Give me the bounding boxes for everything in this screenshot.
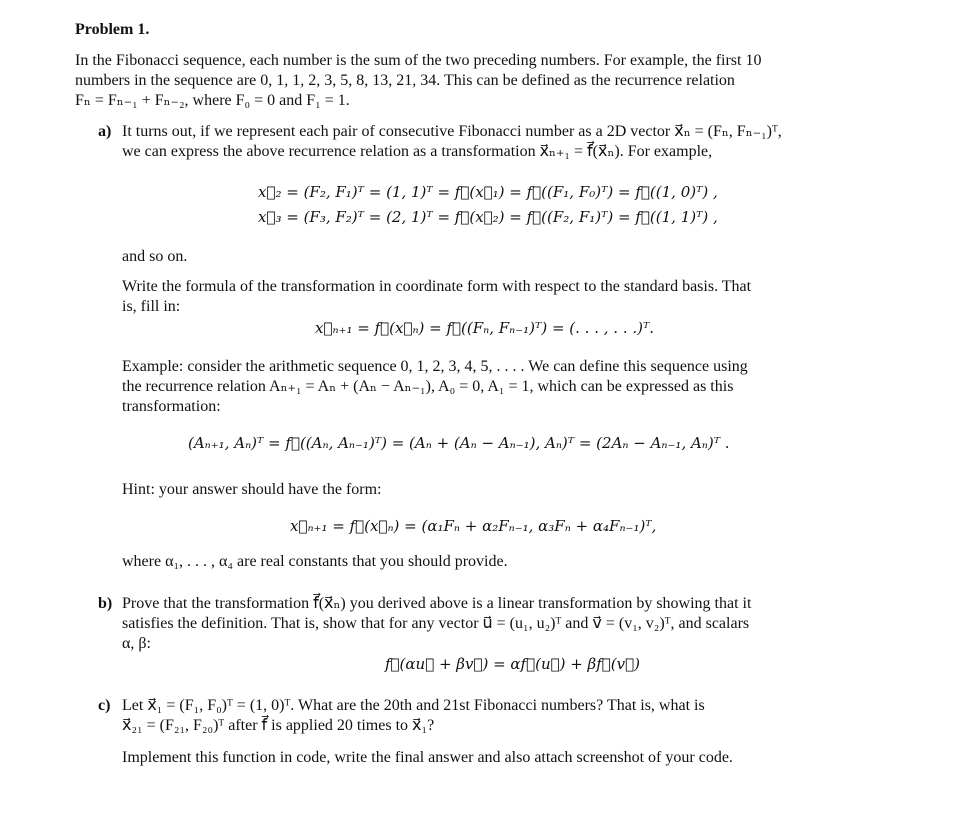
part-a-line: It turns out, if we represent each pair of consecutive Fibonacci number as a 2D vector x⃗ₙ = (Fₙ, Fₙ₋₁)ᵀ, xyxy=(122,123,782,140)
intro-paragraph xyxy=(75,51,857,111)
part-b-label: b) xyxy=(98,595,113,612)
example-line: transformation: xyxy=(122,398,221,415)
linearity-equation: f⃗(αu⃗ + βv⃗) = αf⃗(u⃗) + βf⃗(v⃗) xyxy=(385,655,640,673)
example-line: the recurrence relation Aₙ₊₁ = Aₙ + (Aₙ − Aₙ₋₁), A₀ = 0, A₁ = 1, which can be expressed as this xyxy=(122,378,734,395)
part-c-line: x⃗₂₁ = (F₂₁, F₂₀)ᵀ after f⃗ is applied 20 times to x⃗₁? xyxy=(122,717,435,734)
part-b-line: satisfies the definition. That is, show that for any vector u⃗ = (u₁, u₂)ᵀ and v⃗ = (v₁, v₂)ᵀ, and scalars xyxy=(122,615,750,632)
part-c-label: c) xyxy=(98,697,111,714)
arithmetic-transformation-equation: (Aₙ₊₁, Aₙ)ᵀ = f⃗((Aₙ, Aₙ₋₁)ᵀ) = (Aₙ + (Aₙ − Aₙ₋₁), Aₙ)ᵀ = (2Aₙ − Aₙ₋₁, Aₙ)ᵀ . xyxy=(188,434,730,452)
part-b-heading xyxy=(98,594,857,654)
part-b-text xyxy=(122,594,857,654)
part-a-heading xyxy=(98,122,857,162)
example-line: Example: consider the arithmetic sequence 0, 1, 2, 3, 4, 5, . . . . We can define this sequence using xyxy=(122,358,748,375)
implementation-instruction: Implement this function in code, write the final answer and also attach screenshot of your code. xyxy=(122,749,733,766)
intro-line: Fₙ = Fₙ₋₁ + Fₙ₋₂, where F₀ = 0 and F₁ = 1. xyxy=(75,92,350,109)
part-a-text xyxy=(122,122,857,162)
hint-text: Hint: your answer should have the form: xyxy=(122,481,382,498)
constants-note: where α₁, . . . , α₄ are real constants that you should provide. xyxy=(122,553,508,570)
part-c-heading xyxy=(98,696,857,736)
part-c-line: Let x⃗₁ = (F₁, F₀)ᵀ = (1, 0)ᵀ. What are the 20th and 21st Fibonacci numbers? That is, what is xyxy=(122,697,705,714)
part-a-label: a) xyxy=(98,123,112,140)
fill-in-equation: x⃗ₙ₊₁ = f⃗(x⃗ₙ) = f⃗((Fₙ, Fₙ₋₁)ᵀ) = (. . . , . . .)ᵀ. xyxy=(315,319,655,337)
part-b-line: α, β: xyxy=(122,635,151,652)
part-b-line: Prove that the transformation f⃗(x⃗ₙ) you derived above is a linear transformation by showing that it xyxy=(122,595,752,612)
hint-equation: x⃗ₙ₊₁ = f⃗(x⃗ₙ) = (α₁Fₙ + α₂Fₙ₋₁, α₃Fₙ + α₄Fₙ₋₁)ᵀ, xyxy=(290,517,657,535)
problem-title: Problem 1. xyxy=(75,21,150,38)
instruction-paragraph xyxy=(122,277,857,317)
and-so-on-text: and so on. xyxy=(122,248,188,265)
part-c-text xyxy=(122,696,857,736)
instruction-line: Write the formula of the transformation in coordinate form with respect to the standard basis. That xyxy=(122,278,752,295)
example-equation-2: x⃗₃ = (F₃, F₂)ᵀ = (2, 1)ᵀ = f⃗(x⃗₂) = f⃗((F₂, F₁)ᵀ) = f⃗((1, 1)ᵀ) , xyxy=(258,208,718,226)
instruction-line: is, fill in: xyxy=(122,298,181,315)
intro-line: In the Fibonacci sequence, each number is the sum of the two preceding numbers. For example, the first 10 xyxy=(75,52,762,69)
example-paragraph xyxy=(122,357,857,417)
part-a-line: we can express the above recurrence relation as a transformation x⃗ₙ₊₁ = f⃗(x⃗ₙ). For example, xyxy=(122,143,713,160)
intro-line: numbers in the sequence are 0, 1, 1, 2, 3, 5, 8, 13, 21, 34. This can be defined as the recurrence relation xyxy=(75,72,735,89)
example-equation-1: x⃗₂ = (F₂, F₁)ᵀ = (1, 1)ᵀ = f⃗(x⃗₁) = f⃗((F₁, F₀)ᵀ) = f⃗((1, 0)ᵀ) , xyxy=(258,183,718,201)
